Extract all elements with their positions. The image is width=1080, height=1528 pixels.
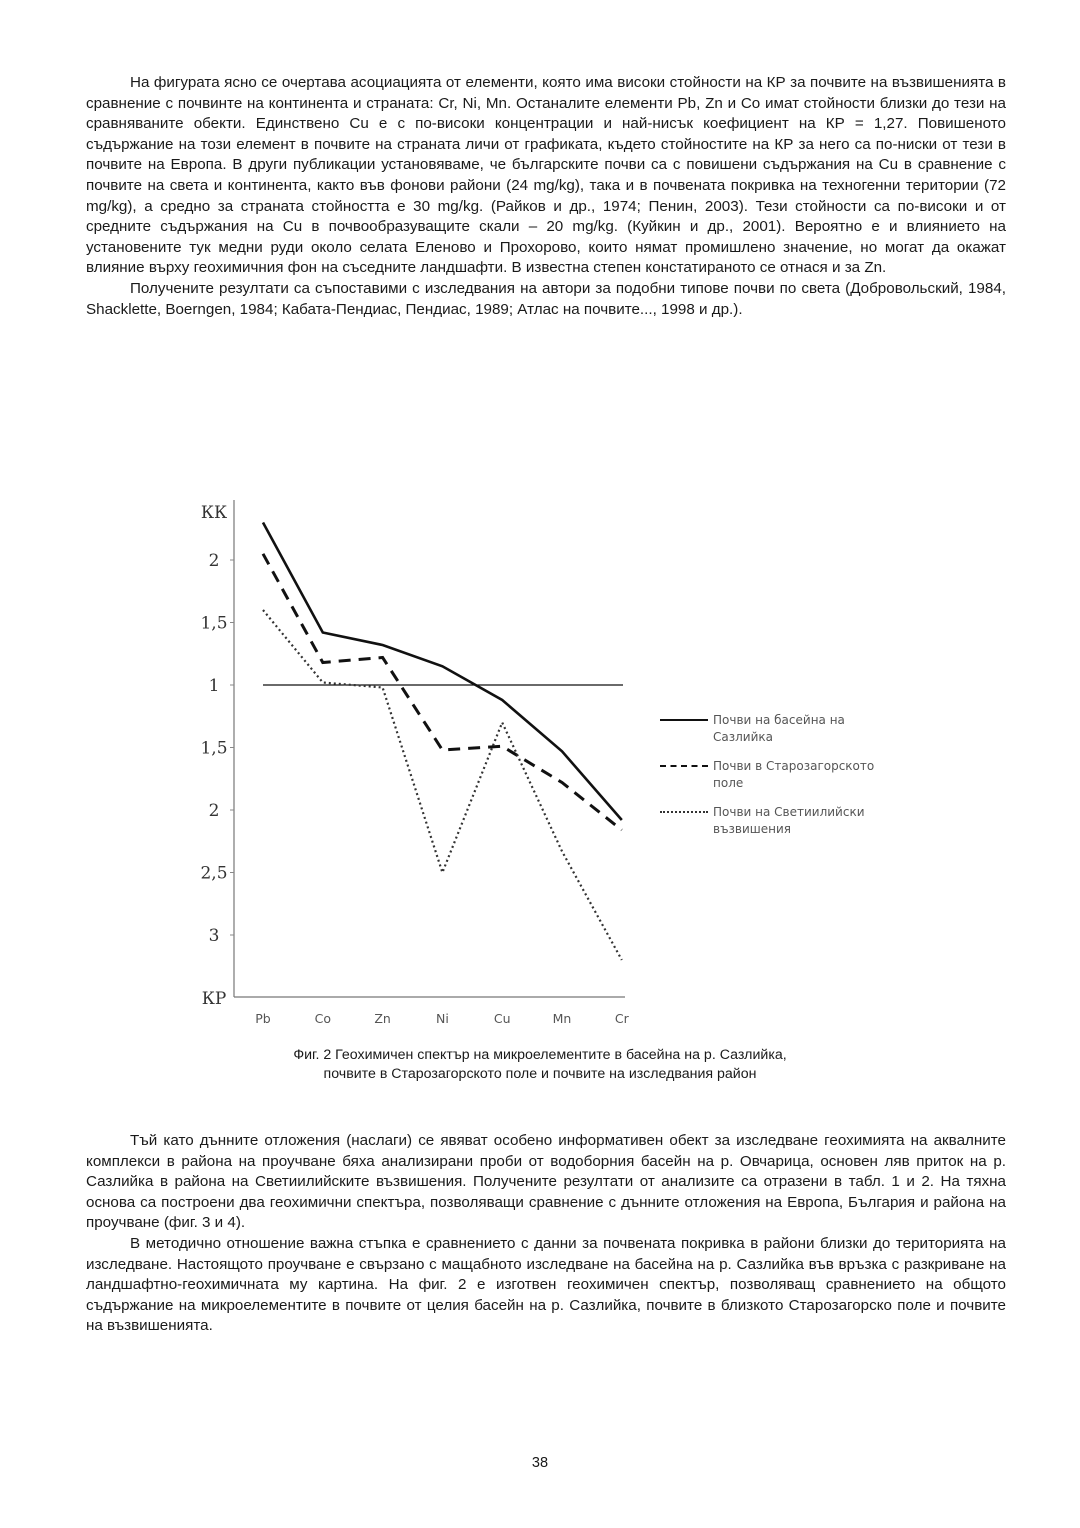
solid-line-swatch-icon bbox=[660, 719, 708, 721]
body-text-top bbox=[86, 73, 1006, 320]
paragraph-2: Получените резултати са съпоставими с изследвания на автори за подобни типове почви по света (Добровольский, 1984, Shacklette, Boerngen, 1984; Кабата-Пендиас, Пендиас, 1989; Атлас на почвите..., 1998 и др.). bbox=[86, 279, 1006, 318]
legend-label: Почви в Старозагорското поле bbox=[713, 759, 875, 790]
x-tick-label: Pb bbox=[255, 1011, 271, 1026]
x-tick-label: Zn bbox=[374, 1011, 391, 1026]
caption-line-1: Фиг. 2 Геохимичен спектър на микроелементите в басейна на р. Сазлийка, bbox=[293, 1047, 787, 1063]
series-line-dotted bbox=[263, 610, 622, 960]
chart-legend bbox=[660, 712, 900, 850]
legend-item-dotted bbox=[660, 804, 900, 838]
dotted-line-swatch-icon bbox=[660, 811, 708, 813]
x-tick-label: Ni bbox=[435, 1011, 449, 1026]
legend-label: Почви на басейна на Сазлийка bbox=[713, 713, 845, 744]
x-tick-label: Cr bbox=[614, 1011, 629, 1026]
x-tick-label: Co bbox=[314, 1011, 331, 1026]
y-tick-label: 2 bbox=[208, 801, 220, 821]
x-tick-label: Mn bbox=[552, 1011, 572, 1026]
y-tick-label: КК bbox=[200, 503, 228, 523]
paragraph-3: Тъй като дънните отложения (наслаги) се явяват особено информативен обект за изследване геохимията на аквалните комплекси в района на проучване бяха анализирани проби от водоборния басейн на р. Овчарица, основен ляв приток на р. Сазлийка в района на Светиилийските възвишения. Получените резултати от анализите са отразени в табл. 1 и 2. На тяхна основа са построени два геохимични спектъра, позволяващи сравнение с дънните отложения на Европа, България и района на проучване (фиг. 3 и 4). bbox=[86, 1132, 1006, 1232]
figure-2-chart bbox=[180, 490, 920, 1035]
dashed-line-swatch-icon bbox=[660, 765, 708, 767]
legend-item-solid bbox=[660, 712, 900, 746]
y-tick-label: 1 bbox=[208, 676, 220, 696]
legend-item-dashed bbox=[660, 758, 900, 792]
y-tick-label: КР bbox=[201, 989, 227, 1009]
figure-caption bbox=[140, 1046, 940, 1083]
y-tick-label: 3 bbox=[208, 926, 220, 946]
body-text-bottom bbox=[86, 1131, 1006, 1337]
caption-line-2: почвите в Старозагорското поле и почвите на изследвания район bbox=[323, 1065, 757, 1082]
x-tick-label: Cu bbox=[493, 1011, 511, 1026]
y-tick-label: 1,5 bbox=[200, 613, 228, 634]
paragraph-1: На фигурата ясно се очертава асоциацията от елементи, която има високи стойности на КР за почвите на възвишенията в сравнение с почвинте на континента и страната: Cr, Ni, Mn. Останалите елементи Pb, Zn и Co имат стойности близки до тези на сравняваните обекти. Единствено Cu е с по-високи концентрации и най-нисък коефициент на КР = 1,27. Повишеното съдържание на този елемент в почвите на страната личи от графиката, където стойностите на КР за него са по-ниски от тези в почвите на Европа. В други публикации установяваме, че българските почви са с повишени съдържания на Cu в сравнение с почвите на света и континента, както във фонови райони (24 mg/kg), така и в почвената покривка на техногенни територии (72 mg/kg), а средно за страната стойността е 30 mg/kg. (Райков и др., 1974; Пенин, 2003). Тези стойности са по-високи и от средните съдържания на Cu в почвообразуващите скали – 20 mg/kg. (Куйкин и др., 2001). Вероятно е и влиянието на установените тук медни руди около селата Еленово и Прохорово, които нямат промишлено значение, но могат да окажат влияние върху геохимичния фон на съседните ландшафти. В известна степен констатираното се отнася и за Zn. bbox=[86, 74, 1006, 277]
y-tick-label: 2,5 bbox=[200, 863, 228, 884]
y-tick-label: 2 bbox=[208, 551, 220, 571]
paragraph-4: В методично отношение важна стъпка е сравнението с данни за почвената покривка в райони близки до територията на изследване. Настоящото проучване е свързано с мащабното изследване на басейна на р. Сазлийка във връзка с разкриване на ландшафтно-геохимичната му картина. На фиг. 2 е изготвен геохимичен спектър, позволяващ сравнението на общото съдържание на микроелементите в почвите от целия басейн на р. Сазлийка, почвите в близкото Старозагорско поле и почвите на възвишенията. bbox=[86, 1234, 1006, 1335]
series-line-solid bbox=[263, 523, 622, 821]
y-tick-label: 1,5 bbox=[200, 738, 228, 759]
legend-label: Почви на Светиилийски възвишения bbox=[713, 805, 865, 836]
series-line-dashed bbox=[263, 554, 622, 830]
page-number: 38 bbox=[531, 1455, 549, 1471]
